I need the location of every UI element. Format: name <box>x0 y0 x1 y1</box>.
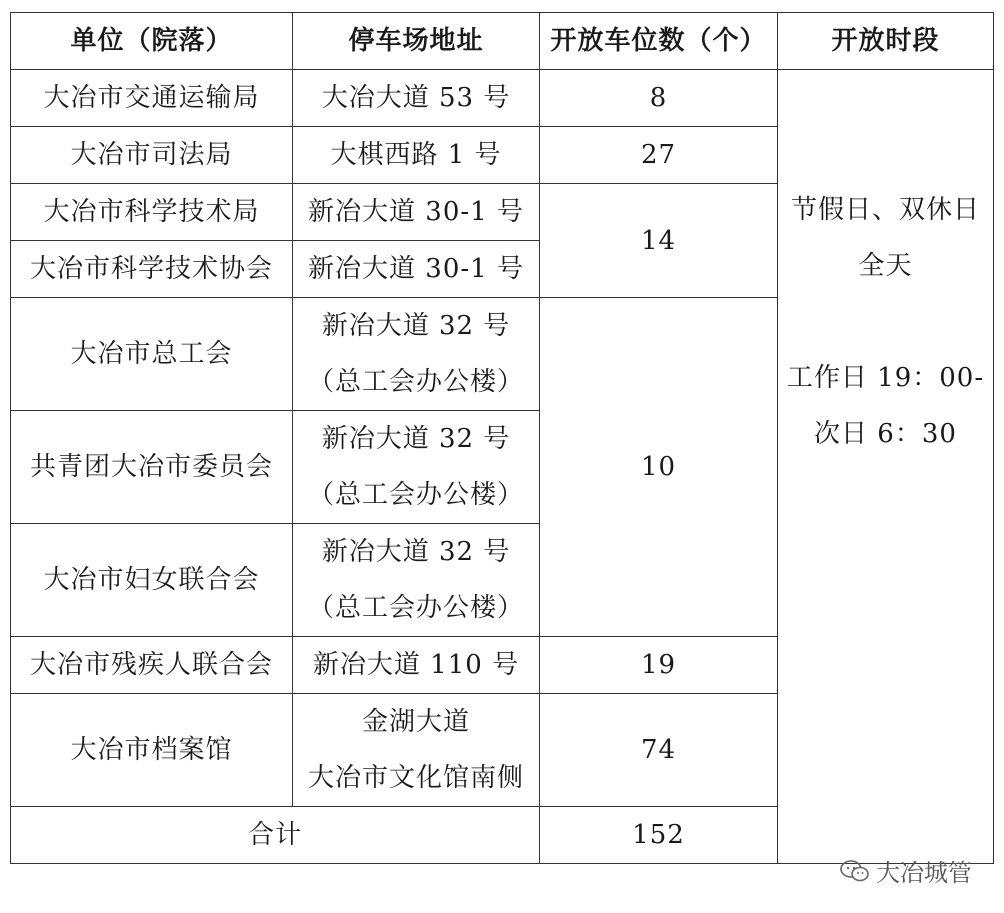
watermark <box>840 853 972 888</box>
header-row <box>11 13 994 70</box>
header-hours: 开放时段 <box>778 13 994 70</box>
address-line: （总工会办公楼） <box>307 480 524 510</box>
watermark-text: 大冶城管 <box>876 859 972 887</box>
spaces-cell: 10 <box>540 298 778 637</box>
unit-cell: 大冶市科学技术协会 <box>11 241 293 298</box>
unit-cell: 大冶市司法局 <box>11 127 293 184</box>
address-cell <box>293 524 540 637</box>
spaces-cell: 27 <box>540 127 778 184</box>
address-cell: 大冶大道 53 号 <box>293 70 540 127</box>
address-line: 大冶市文化馆南侧 <box>307 763 524 793</box>
address-cell: 新冶大道 110 号 <box>293 637 540 694</box>
parking-table <box>10 12 994 864</box>
address-cell: 大棋西路 1 号 <box>293 127 540 184</box>
unit-cell: 大冶市总工会 <box>11 298 293 411</box>
unit-cell: 大冶市残疾人联合会 <box>11 637 293 694</box>
address-line: 新冶大道 32 号 <box>321 311 511 341</box>
spaces-cell: 14 <box>540 184 778 298</box>
unit-cell: 大冶市妇女联合会 <box>11 524 293 637</box>
address-cell <box>293 298 540 411</box>
open-hours-cell <box>778 70 994 864</box>
unit-cell: 大冶市交通运输局 <box>11 70 293 127</box>
address-cell <box>293 411 540 524</box>
unit-cell: 大冶市档案馆 <box>11 694 293 807</box>
wechat-icon <box>840 859 870 883</box>
spaces-cell: 74 <box>540 694 778 807</box>
open-hours-line: 次日 6：30 <box>814 418 957 449</box>
address-line: （总工会办公楼） <box>307 593 524 623</box>
address-cell: 新冶大道 30-1 号 <box>293 184 540 241</box>
address-line: 金湖大道 <box>361 707 470 737</box>
address-line: 新冶大道 32 号 <box>321 424 511 454</box>
address-cell <box>293 694 540 807</box>
header-spaces: 开放车位数（个） <box>540 13 778 70</box>
total-label: 合计 <box>11 807 540 864</box>
unit-cell: 大冶市科学技术局 <box>11 184 293 241</box>
table-row <box>11 70 994 127</box>
header-unit: 单位（院落） <box>11 13 293 70</box>
spaces-cell: 8 <box>540 70 778 127</box>
address-cell: 新冶大道 30-1 号 <box>293 241 540 298</box>
open-hours-line: 全天 <box>858 250 913 281</box>
address-line: 新冶大道 32 号 <box>321 537 511 567</box>
open-hours-line: 工作日 19：00- <box>786 362 985 393</box>
header-address: 停车场地址 <box>293 13 540 70</box>
open-hours-line: 节假日、双休日 <box>790 194 980 225</box>
address-line: （总工会办公楼） <box>307 367 524 397</box>
total-value: 152 <box>540 807 778 864</box>
spaces-cell: 19 <box>540 637 778 694</box>
unit-cell: 共青团大冶市委员会 <box>11 411 293 524</box>
